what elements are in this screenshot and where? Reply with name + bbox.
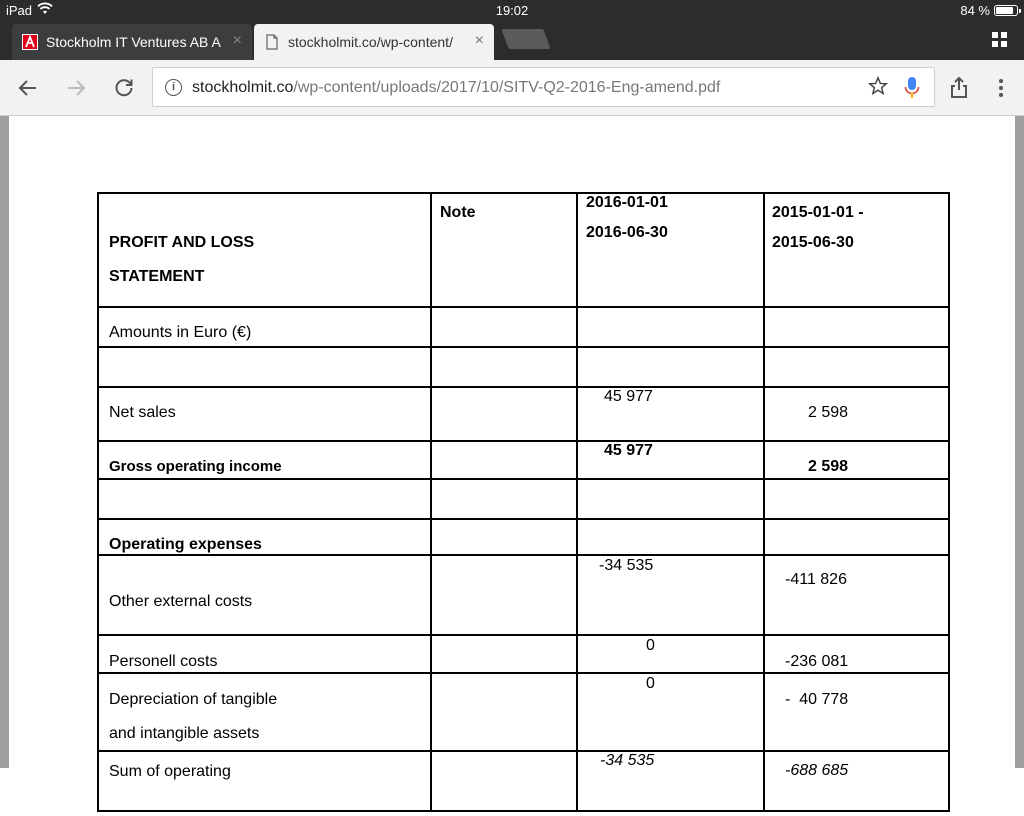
table-row [98, 307, 949, 347]
table-row [98, 519, 949, 555]
table-row [98, 635, 949, 673]
value-2015: -688 685 [785, 762, 849, 779]
value-2016: 0 [646, 675, 655, 692]
document-icon [264, 34, 280, 50]
table-row [98, 479, 949, 519]
row-label-line2: and intangible assets [109, 725, 260, 742]
amounts-label: Amounts in Euro (€) [109, 324, 252, 341]
column-header-2015-end: 2015-06-30 [772, 234, 854, 251]
row-label: Sum of operating [109, 763, 231, 780]
new-tab-button[interactable] [501, 29, 550, 49]
table-row [98, 673, 949, 751]
tab-title: stockholmit.co/wp-content/ [288, 34, 453, 50]
statement-title-line2: STATEMENT [109, 268, 205, 285]
battery-percent: 84 % [960, 3, 990, 18]
info-icon[interactable]: i [165, 79, 182, 96]
row-label: Other external costs [109, 593, 253, 610]
pdf-page [9, 116, 1015, 816]
column-header-2015: 2015-01-01 - [772, 204, 864, 221]
pdf-viewer[interactable] [0, 116, 1024, 780]
tab-stockholm-it[interactable] [12, 24, 252, 60]
menu-icon[interactable] [989, 76, 1013, 100]
clock: 19:02 [495, 3, 529, 18]
browser-toolbar [0, 60, 1024, 116]
value-2015: -236 081 [785, 653, 849, 670]
value-2016: 0 [646, 637, 655, 654]
row-label: Gross operating income [109, 458, 282, 475]
column-header-2016-end: 2016-06-30 [586, 224, 668, 241]
value-2016: -34 535 [599, 557, 654, 574]
share-icon[interactable] [947, 76, 971, 100]
column-header-note: Note [440, 204, 476, 221]
reload-icon[interactable] [112, 76, 136, 100]
table-row [98, 387, 949, 441]
row-label: Personell costs [109, 653, 218, 670]
table-row [98, 555, 949, 635]
back-icon[interactable] [16, 76, 40, 100]
tab-pdf[interactable] [254, 24, 494, 60]
value-2016: -34 535 [600, 752, 655, 769]
table-row [98, 347, 949, 387]
close-icon[interactable]: × [232, 32, 242, 49]
tab-strip [0, 22, 1024, 60]
row-label: Depreciation of tangible [109, 691, 278, 708]
value-2016: 45 977 [604, 388, 653, 405]
url-text[interactable]: stockholmit.co/wp-content/uploads/2017/10/SITV-Q2-2016-Eng-amend.pdf [192, 79, 721, 96]
microphone-icon[interactable] [904, 76, 920, 100]
value-2015: - 40 778 [785, 691, 849, 708]
status-bar [0, 0, 1024, 22]
table-row [98, 441, 949, 479]
close-icon[interactable]: × [474, 32, 484, 49]
address-bar[interactable] [152, 67, 935, 107]
value-2016: 45 977 [604, 442, 653, 459]
column-header-2016: 2016-01-01 [586, 194, 668, 211]
statement-title: PROFIT AND LOSS [109, 234, 255, 251]
device-name: iPad [6, 3, 33, 18]
table-row [98, 193, 949, 307]
row-label: Operating expenses [109, 536, 262, 553]
table-row [98, 751, 949, 811]
row-label: Net sales [109, 404, 176, 421]
value-2015: -411 826 [785, 571, 847, 588]
value-2015: 2 598 [808, 404, 849, 421]
tab-title: Stockholm IT Ventures AB A [46, 34, 221, 50]
adobe-acrobat-icon [22, 34, 38, 50]
value-2015: 2 598 [808, 458, 849, 475]
tab-switcher-icon[interactable] [992, 32, 1008, 48]
forward-icon[interactable] [64, 76, 88, 100]
battery-icon [994, 5, 1018, 16]
bookmark-star-icon[interactable] [867, 75, 889, 97]
profit-loss-table [97, 192, 950, 812]
